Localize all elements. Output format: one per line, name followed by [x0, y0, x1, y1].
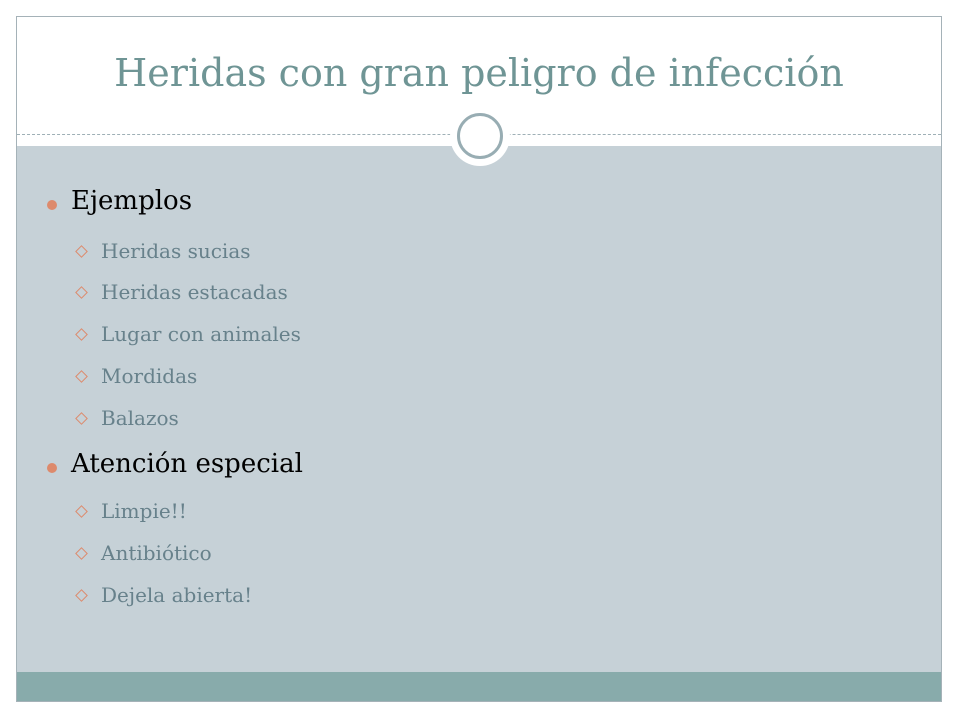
- list-item-text: Heridas sucias: [101, 239, 251, 263]
- content-area: [17, 146, 941, 672]
- diamond-bullet-icon: [75, 589, 88, 602]
- list-item-text: Heridas estacadas: [101, 280, 288, 304]
- ring-ornament-icon: [450, 106, 510, 166]
- list-item-text: Mordidas: [101, 364, 198, 388]
- section-heading: Ejemplos: [71, 186, 193, 216]
- diamond-bullet-icon: [75, 286, 88, 299]
- slide-title: Heridas con gran peligro de infección: [114, 51, 844, 95]
- diamond-bullet-icon: [75, 547, 88, 560]
- list-item-text: Limpie!!: [101, 499, 187, 523]
- diamond-bullet-icon: [75, 370, 88, 383]
- diamond-bullet-icon: [75, 328, 88, 341]
- diamond-bullet-icon: [75, 245, 88, 258]
- diamond-bullet-icon: [75, 505, 88, 518]
- footer-bar: [17, 672, 941, 702]
- bullet-list: [17, 146, 941, 672]
- ring-inner: [457, 113, 503, 159]
- filled-circle-bullet-icon: [47, 463, 57, 473]
- list-item-text: Lugar con animales: [101, 322, 301, 346]
- list-item-text: Dejela abierta!: [101, 583, 253, 607]
- section-heading: Atención especial: [71, 449, 303, 479]
- diamond-bullet-icon: [75, 412, 88, 425]
- list-item-text: Antibiótico: [101, 541, 212, 565]
- slide: [16, 16, 942, 702]
- filled-circle-bullet-icon: [47, 200, 57, 210]
- list-item-text: Balazos: [101, 406, 179, 430]
